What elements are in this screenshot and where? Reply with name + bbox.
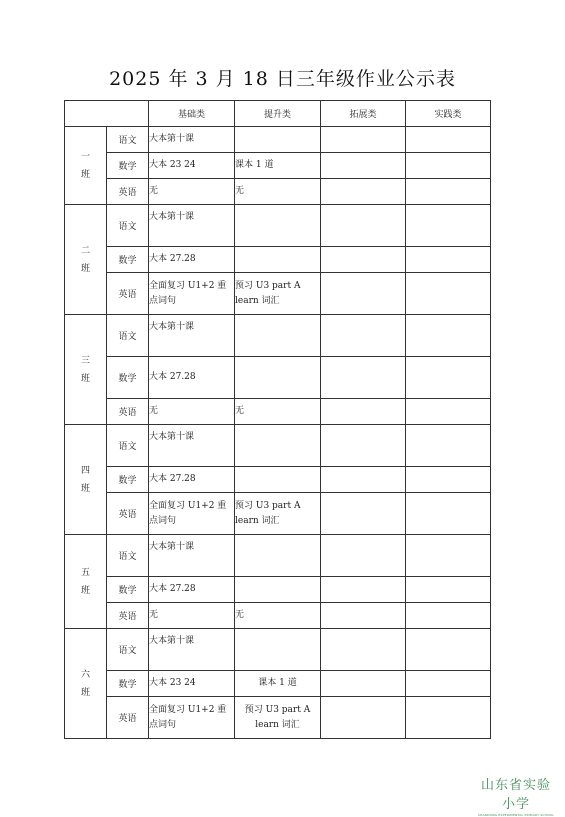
basic-cell — [149, 577, 235, 603]
basic-text: 无 — [149, 610, 159, 620]
basic-cell — [149, 127, 235, 153]
class-name-cell — [65, 315, 107, 425]
extend-cell — [321, 247, 406, 273]
subject-cell: 英语 — [107, 697, 149, 739]
subject-cell: 英语 — [107, 399, 149, 425]
class-name-cell — [65, 205, 107, 315]
class-name-glyph: 四 — [80, 465, 90, 476]
class-name-cell — [65, 425, 107, 535]
class-name-glyph: 六 — [80, 669, 90, 680]
table-row — [65, 577, 491, 603]
practice-cell — [406, 315, 491, 357]
extend-cell — [321, 697, 406, 739]
table-row — [65, 205, 491, 247]
header-improve: 提升类 — [235, 101, 321, 127]
table-row — [65, 535, 491, 577]
basic-text: 全面复习 U1+2 重点词句 — [149, 280, 227, 306]
subject-cell: 语文 — [107, 629, 149, 671]
basic-text: 大本 23 24 — [149, 160, 196, 170]
practice-cell — [406, 467, 491, 493]
extend-cell — [321, 153, 406, 179]
table-row — [65, 697, 491, 739]
basic-cell — [149, 493, 235, 535]
basic-text: 大本第十课 — [149, 134, 195, 144]
improve-cell — [235, 603, 321, 629]
table-row — [65, 493, 491, 535]
school-logo-name: 山东省实验小学 — [480, 778, 551, 812]
basic-text: 全面复习 U1+2 重点词句 — [149, 704, 227, 730]
improve-cell — [235, 399, 321, 425]
practice-cell — [406, 153, 491, 179]
practice-cell — [406, 357, 491, 399]
header-corner — [65, 101, 149, 127]
class-name-glyph: 一 — [80, 151, 90, 162]
subject-cell: 数学 — [107, 247, 149, 273]
subject-cell: 数学 — [107, 577, 149, 603]
extend-cell — [321, 273, 406, 315]
basic-text: 大本第十课 — [149, 636, 195, 646]
basic-text: 大本第十课 — [149, 212, 195, 222]
class-name-glyph: 班 — [80, 483, 90, 494]
basic-text: 全面复习 U1+2 重点词句 — [149, 500, 227, 526]
basic-cell — [149, 205, 235, 247]
basic-cell — [149, 179, 235, 205]
table-row — [65, 273, 491, 315]
basic-text: 大本第十课 — [149, 432, 195, 442]
class-name-glyph: 班 — [80, 373, 90, 384]
header-practice: 实践类 — [406, 101, 491, 127]
extend-cell — [321, 535, 406, 577]
basic-text: 无 — [149, 186, 159, 196]
subject-cell: 语文 — [107, 205, 149, 247]
basic-cell — [149, 603, 235, 629]
class-name-glyph: 班 — [80, 585, 90, 596]
header-basic: 基础类 — [149, 101, 235, 127]
table-row — [65, 127, 491, 153]
subject-cell: 数学 — [107, 357, 149, 399]
improve-cell — [235, 425, 321, 467]
class-name-glyph: 班 — [80, 169, 90, 180]
improve-cell — [235, 577, 321, 603]
subject-cell: 数学 — [107, 467, 149, 493]
basic-cell — [149, 671, 235, 697]
improve-cell — [235, 205, 321, 247]
improve-text: 无 — [235, 406, 245, 416]
improve-text: 预习 U3 part A learn 词汇 — [244, 704, 314, 730]
practice-cell — [406, 629, 491, 671]
extend-cell — [321, 629, 406, 671]
basic-text: 大本 23 24 — [149, 678, 196, 688]
class-name-glyph: 五 — [80, 567, 90, 578]
subject-cell: 英语 — [107, 273, 149, 315]
improve-text: 无 — [235, 610, 245, 620]
practice-cell — [406, 535, 491, 577]
extend-cell — [321, 425, 406, 467]
basic-text: 大本 27.28 — [149, 474, 196, 484]
extend-cell — [321, 315, 406, 357]
page-title: 2025 年 3 月 18 日三年级作业公示表 — [109, 68, 456, 90]
school-logo-subtitle: SHANDONG EXPERIMENTAL PRIMARY SCHOOL — [477, 813, 555, 817]
class-name-cell — [65, 629, 107, 739]
extend-cell — [321, 467, 406, 493]
improve-cell — [235, 153, 321, 179]
table-row — [65, 357, 491, 399]
basic-cell — [149, 467, 235, 493]
class-name-glyph: 二 — [80, 245, 90, 256]
subject-cell: 英语 — [107, 493, 149, 535]
practice-cell — [406, 603, 491, 629]
extend-cell — [321, 577, 406, 603]
improve-cell — [235, 629, 321, 671]
basic-cell — [149, 629, 235, 671]
table-body — [65, 127, 491, 739]
basic-cell — [149, 153, 235, 179]
class-name-cell — [65, 127, 107, 205]
improve-cell — [235, 697, 321, 739]
table-row — [65, 629, 491, 671]
extend-cell — [321, 127, 406, 153]
improve-cell — [235, 315, 321, 357]
extend-cell — [321, 179, 406, 205]
extend-cell — [321, 399, 406, 425]
subject-cell: 英语 — [107, 179, 149, 205]
basic-text: 大本 27.28 — [149, 584, 196, 594]
improve-text: 预习 U3 part A learn 词汇 — [235, 280, 304, 306]
improve-cell — [235, 247, 321, 273]
homework-table — [64, 100, 491, 739]
practice-cell — [406, 493, 491, 535]
basic-text: 无 — [149, 406, 159, 416]
subject-cell: 语文 — [107, 425, 149, 467]
subject-cell: 语文 — [107, 127, 149, 153]
practice-cell — [406, 671, 491, 697]
improve-text: 无 — [235, 186, 245, 196]
extend-cell — [321, 603, 406, 629]
class-name-glyph: 三 — [80, 355, 90, 366]
class-name-cell — [65, 535, 107, 629]
practice-cell — [406, 247, 491, 273]
table-row — [65, 603, 491, 629]
table-row — [65, 671, 491, 697]
improve-cell — [235, 273, 321, 315]
practice-cell — [406, 425, 491, 467]
improve-cell — [235, 357, 321, 399]
table-row — [65, 179, 491, 205]
class-name-glyph: 班 — [80, 687, 90, 698]
basic-cell — [149, 357, 235, 399]
practice-cell — [406, 273, 491, 315]
improve-cell — [235, 179, 321, 205]
basic-text: 大本 27.28 — [149, 254, 196, 264]
table-row — [65, 399, 491, 425]
improve-cell — [235, 467, 321, 493]
extend-cell — [321, 357, 406, 399]
extend-cell — [321, 493, 406, 535]
basic-cell — [149, 697, 235, 739]
basic-cell — [149, 273, 235, 315]
practice-cell — [406, 577, 491, 603]
subject-cell: 英语 — [107, 603, 149, 629]
basic-text: 大本第十课 — [149, 542, 195, 552]
subject-cell: 数学 — [107, 153, 149, 179]
subject-cell: 语文 — [107, 315, 149, 357]
header-extend: 拓展类 — [321, 101, 406, 127]
improve-cell — [235, 127, 321, 153]
basic-cell — [149, 425, 235, 467]
basic-text: 大本第十课 — [149, 322, 195, 332]
practice-cell — [406, 179, 491, 205]
practice-cell — [406, 399, 491, 425]
improve-text: 课本 1 道 — [235, 160, 274, 170]
improve-cell — [235, 671, 321, 697]
subject-cell: 语文 — [107, 535, 149, 577]
basic-cell — [149, 399, 235, 425]
class-name-glyph: 班 — [80, 263, 90, 274]
school-logo — [476, 774, 556, 817]
table-row — [65, 425, 491, 467]
table-row — [65, 315, 491, 357]
header-row — [65, 101, 491, 127]
practice-cell — [406, 205, 491, 247]
table-row — [65, 247, 491, 273]
table-row — [65, 467, 491, 493]
basic-cell — [149, 535, 235, 577]
subject-cell: 数学 — [107, 671, 149, 697]
extend-cell — [321, 205, 406, 247]
improve-text: 课本 1 道 — [258, 678, 297, 688]
basic-cell — [149, 315, 235, 357]
basic-cell — [149, 247, 235, 273]
basic-text: 大本 27.28 — [149, 372, 196, 382]
practice-cell — [406, 697, 491, 739]
improve-cell — [235, 535, 321, 577]
practice-cell — [406, 127, 491, 153]
extend-cell — [321, 671, 406, 697]
table-row — [65, 153, 491, 179]
improve-text: 预习 U3 part A learn 词汇 — [235, 500, 304, 526]
improve-cell — [235, 493, 321, 535]
